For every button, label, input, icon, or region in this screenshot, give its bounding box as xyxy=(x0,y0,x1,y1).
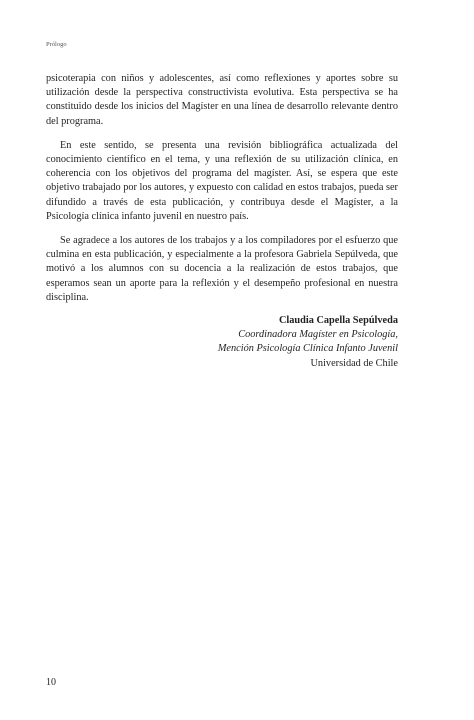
signature-role-line-2: Mención Psicología Clínica Infanto Juvenil xyxy=(217,343,398,355)
signature-name: Claudia Capella Sepúlveda xyxy=(278,315,398,326)
signature-role-line-1: Coordinadora Magíster en Psicología, xyxy=(238,329,398,341)
body-text xyxy=(46,72,398,315)
paragraph-3: Se agradece a los autores de los trabajos y a los compiladores por el esfuerzo que culmina en esta publicación, y especialmente a la profesora Gabriela Sepúlveda, que motivó a los alumnos con su docencia a la realización de estos trabajos, que esperamos sean un aporte para la reflexión y el desempeño profesional en nuestra disciplina. xyxy=(46,235,398,303)
paragraph-1: psicoterapia con niños y adolescentes, así como reflexiones y aportes sobre su utilización desde la perspectiva constructivista evolutiva. Esta perspectiva se ha constituido desde los inicios del Magíster en una línea de desarrollo relevante dentro del programa. xyxy=(46,73,398,127)
paragraph-2: En este sentido, se presenta una revisión bibliográfica actualizada del conocimiento científico en el tema, y una reflexión de su utilización clínica, en coherencia con los objetivos del programa del magíster. Así, se espera que este objetivo trabajado por los autores, y expuesto con calidad en estos trabajos, pueda ser difundido a través de esta publicación, y contribuya desde el Magíster, a la Psicología clínica infanto juvenil en nuestro país. xyxy=(46,139,398,222)
page-number: 10 xyxy=(46,677,56,688)
signature-block xyxy=(218,314,398,371)
running-head: Prólogo xyxy=(46,41,67,48)
signature-institution: Universidad de Chile xyxy=(310,357,398,369)
